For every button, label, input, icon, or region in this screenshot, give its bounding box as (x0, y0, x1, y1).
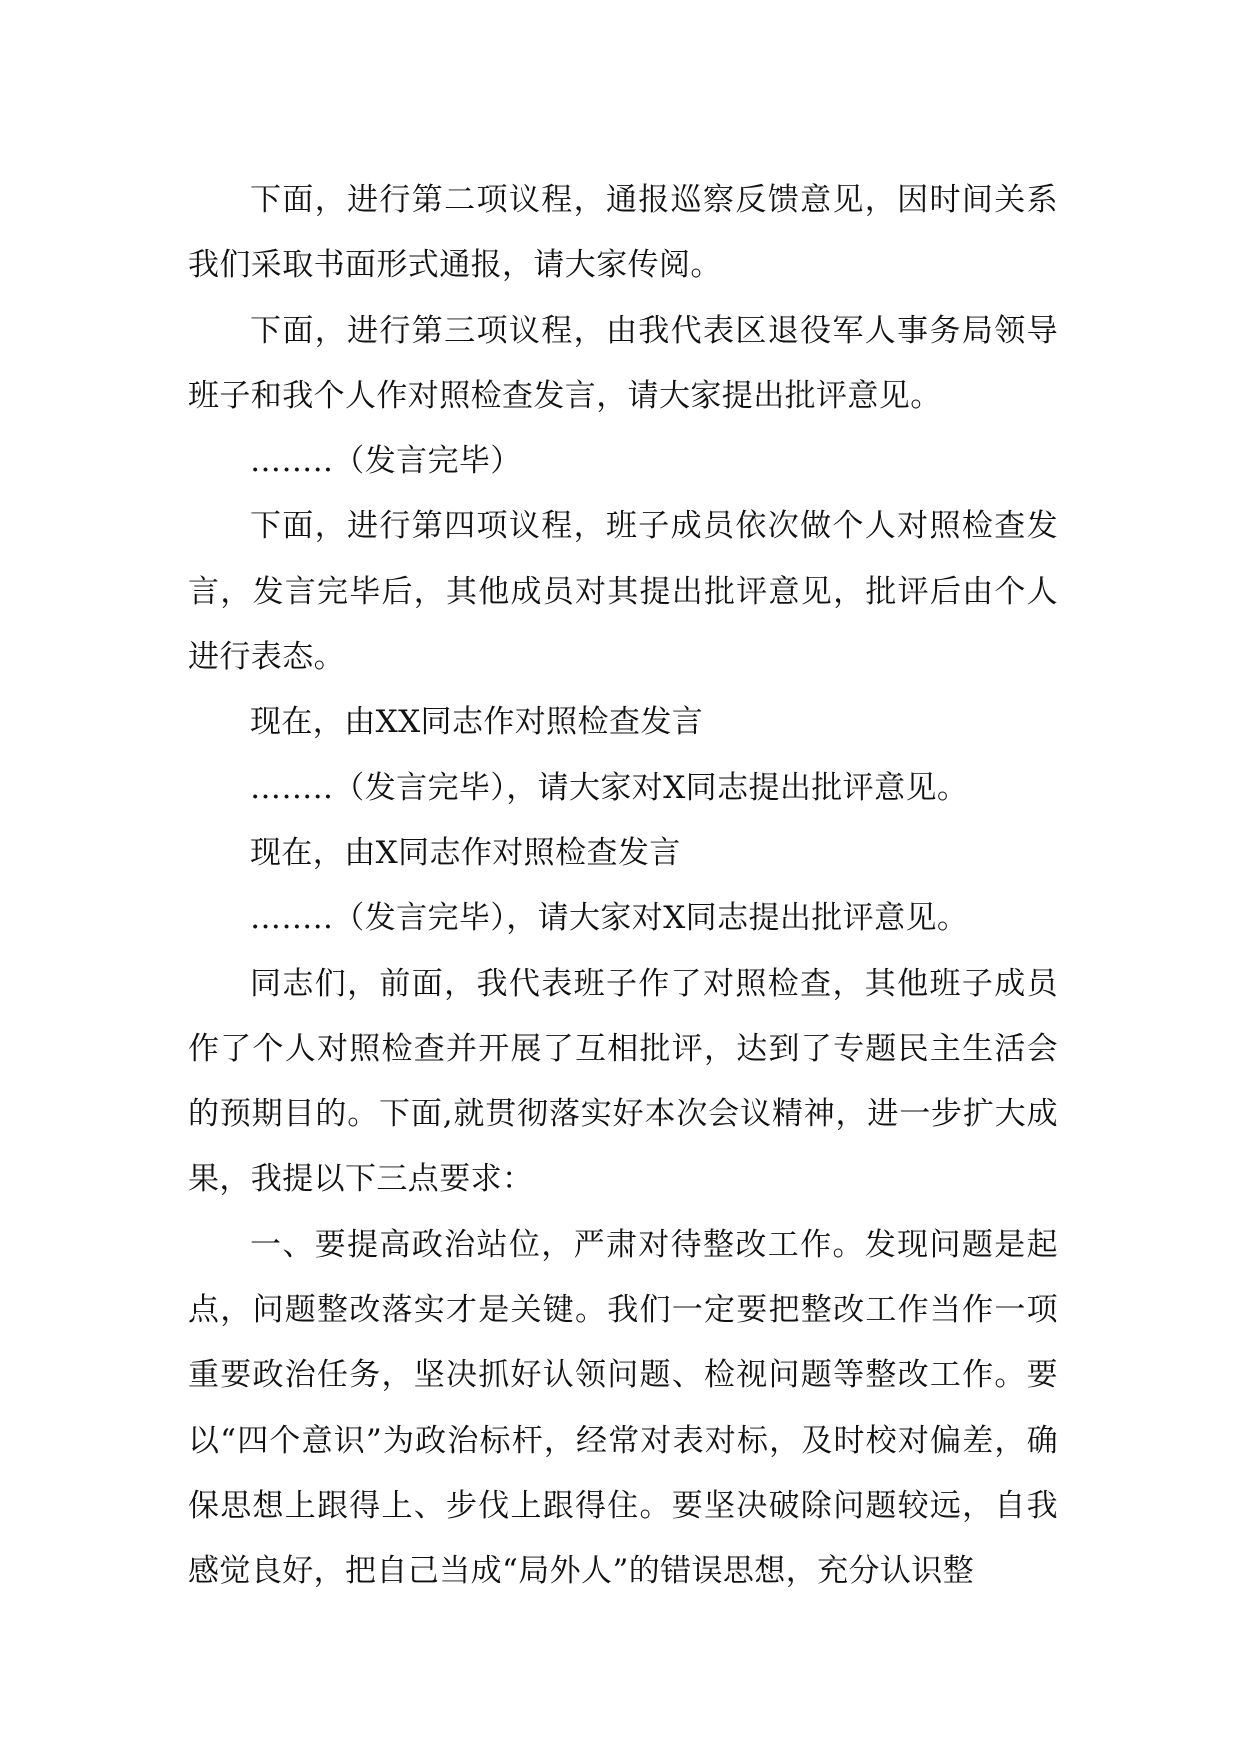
paragraph-speaker-x: 现在，由X同志作对照检查发言 (250, 834, 681, 871)
paragraph-speaker-xx: 现在，由XX同志作对照检查发言 (250, 704, 704, 741)
paragraph-agenda-3: 下面，进行第三项议程，由我代表区退役军人事务局领导班子和我个人作对照检查发言，请大家提出批评意见。 (188, 312, 1058, 414)
paragraph-critique-request-1: ……..（发言完毕），请大家对X同志提出批评意见。 (250, 769, 969, 806)
paragraph-requirement-1: 一、要提高政治站位，严肃对待整改工作。发现问题是起点，问题整改落实才是关键。我们一定要把整改工作当作一项重要政治任务，坚决抓好认领问题、检视问题等整改工作。要以“四个意识”为政治标杆，经常对表对标，及时校对偏差，确保思想上跟得上、步伐上跟得住。要坚决破除问题较远，自我感觉良好，把自己当成“局外人”的错误思想，充分认识整 (188, 1226, 1058, 1590)
document-body (188, 168, 1058, 1605)
paragraph-agenda-4: 下面，进行第四项议程，班子成员依次做个人对照检查发言，发言完毕后，其他成员对其提出批评意见，批评后由个人进行表态。 (188, 508, 1058, 676)
paragraph-speech-finished-1: ……..（发言完毕） (250, 443, 522, 480)
paragraph-critique-request-2: ……..（发言完毕），请大家对X同志提出批评意见。 (250, 900, 969, 937)
paragraph-agenda-2: 下面，进行第二项议程，通报巡察反馈意见，因时间关系我们采取书面形式通报，请大家传阅。 (188, 182, 1058, 284)
paragraph-summary: 同志们，前面，我代表班子作了对照检查，其他班子成员作了个人对照检查并开展了互相批评，达到了专题民主生活会的预期目的。下面,就贯彻落实好本次会议精神，进一步扩大成果，我提以下三点要求： (188, 965, 1058, 1198)
